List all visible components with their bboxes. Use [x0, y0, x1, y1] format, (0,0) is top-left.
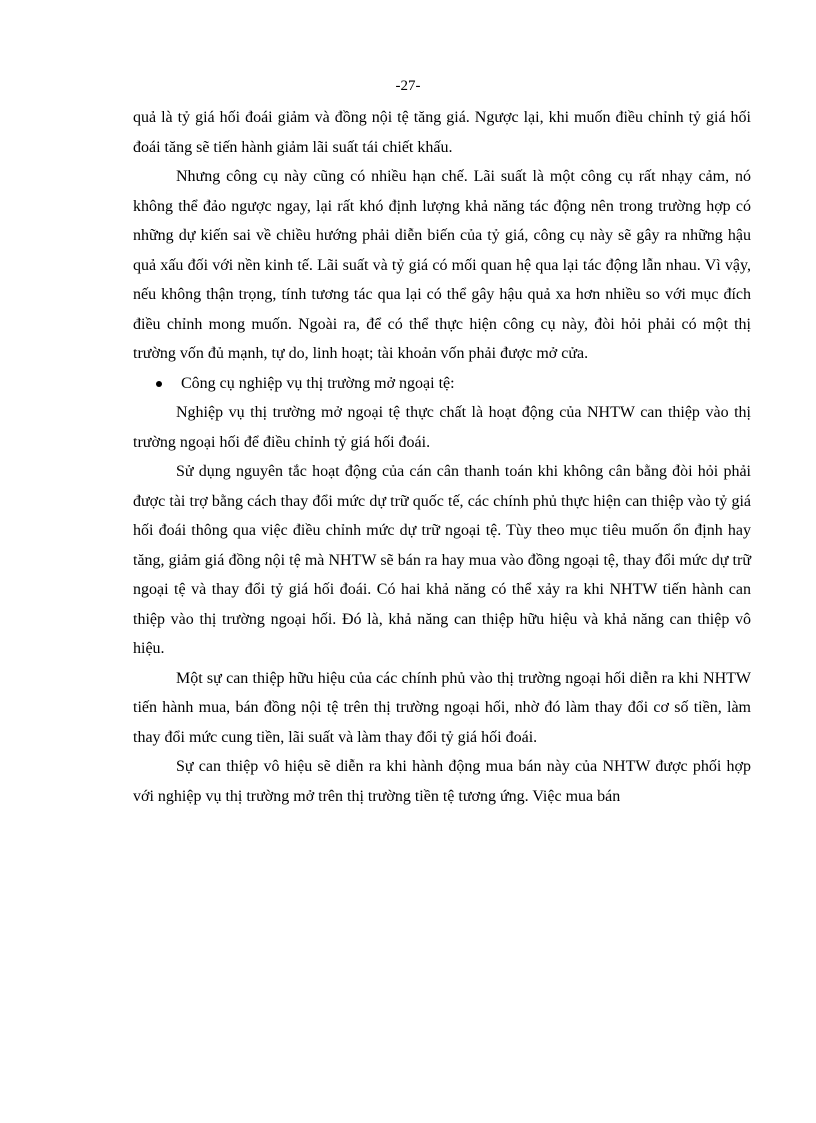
paragraph-open-market-definition: Nghiệp vụ thị trường mở ngoại tệ thực chất là hoạt động của NHTW can thiệp vào thị trường ngoại hối để điều chỉnh tỷ giá hối đoái.	[133, 404, 751, 451]
bullet-item-open-market	[133, 369, 751, 399]
paragraph-interest-rate-limits: Nhưng công cụ này cũng có nhiều hạn chế. Lãi suất là một công cụ rất nhạy cảm, nó không thể đảo ngược ngay, lại rất khó định lượng khả năng tác động nên trong trường hợp có những dự kiến sai về chiều hướng phải diễn biến của tỷ giá, công cụ này sẽ gây ra những hậu quả xấu đối với nền kinh tế. Lãi suất và tỷ giá có mối quan hệ qua lại tác động lẫn nhau. Vì vậy, nếu không thận trọng, tính tương tác qua lại có thể gây hậu quả xa hơn nhiều so với mục đích điều chỉnh mong muốn. Ngoài ra, để có thể thực hiện công cụ này, đòi hỏi phải có một thị trường vốn đủ mạnh, tự do, linh hoạt; tài khoản vốn phải được mở cửa.	[133, 168, 751, 362]
bullet-icon	[156, 381, 162, 387]
paragraph-continuation: quả là tỷ giá hối đoái giảm và đồng nội tệ tăng giá. Ngược lại, khi muốn điều chỉnh tỷ giá hối đoái tăng sẽ tiến hành giảm lãi suất tái chiết khấu.	[133, 109, 751, 156]
paragraph-ineffective-intervention: Sự can thiệp vô hiệu sẽ diễn ra khi hành động mua bán này của NHTW được phối hợp với nghiệp vụ thị trường mở trên thị trường tiền tệ tương ứng. Việc mua bán	[133, 758, 751, 805]
paragraph-balance-of-payments: Sử dụng nguyên tắc hoạt động của cán cân thanh toán khi không cân bằng đòi hỏi phải được tài trợ bằng cách thay đổi mức dự trữ quốc tế, các chính phủ thực hiện can thiệp vào tỷ giá hối đoái thông qua việc điều chỉnh mức dự trữ ngoại tệ. Tùy theo mục tiêu muốn ổn định hay tăng, giảm giá đồng nội tệ mà NHTW sẽ bán ra hay mua vào đồng ngoại tệ, thay đổi mức dự trữ ngoại tệ và thay đổi tỷ giá hối đoái. Có hai khả năng có thể xảy ra khi NHTW tiến hành can thiệp vào thị trường ngoại hối. Đó là, khả năng can thiệp hữu hiệu và khả năng can thiệp vô hiệu.	[133, 463, 751, 657]
paragraph-effective-intervention: Một sự can thiệp hữu hiệu của các chính phủ vào thị trường ngoại hối diễn ra khi NHTW tiến hành mua, bán đồng nội tệ trên thị trường ngoại hối, nhờ đó làm thay đổi cơ số tiền, làm thay đổi mức cung tiền, lãi suất và làm thay đổi tỷ giá hối đoái.	[133, 669, 751, 746]
page-number: -27-	[395, 78, 421, 94]
document-body	[133, 103, 751, 811]
bullet-item-label: Công cụ nghiệp vụ thị trường mở ngoại tệ:	[181, 374, 455, 392]
